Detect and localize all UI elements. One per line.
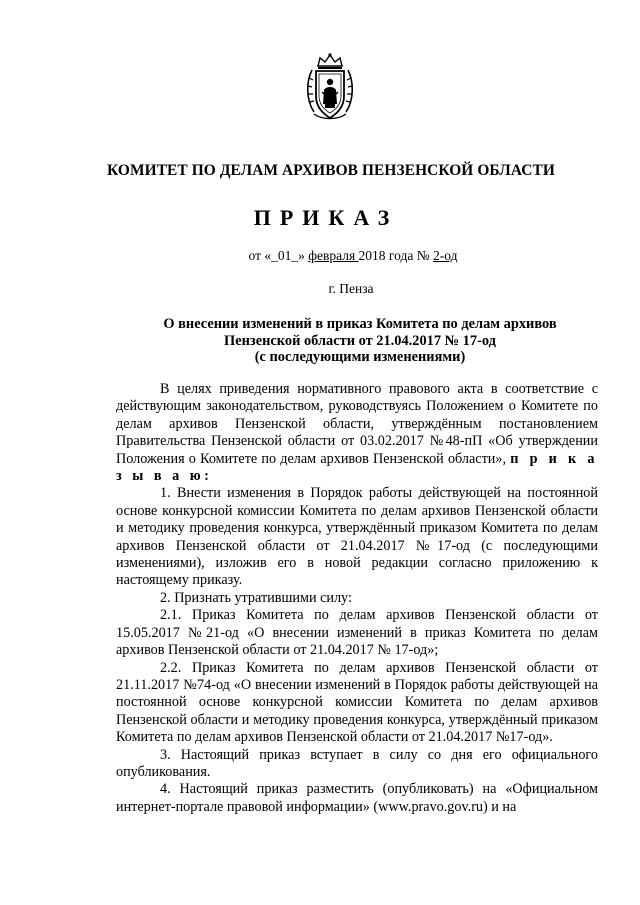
document-subject	[140, 316, 580, 366]
date-mid: »	[298, 248, 309, 263]
date-day: _01_	[271, 248, 299, 263]
subject-line-3: (с последующими изменениями)	[254, 349, 466, 365]
subject-line-2: Пензенской области от 21.04.2017 № 17-од	[224, 332, 496, 349]
document-date-line	[0, 248, 640, 264]
subject-line-1: О внесении изменений в приказ Комитета по делам архивов	[163, 316, 557, 332]
intro-paragraph	[116, 381, 598, 485]
document-number: 2-од	[432, 248, 458, 263]
organization-name: КОМИТЕТ ПО ДЕЛАМ АРХИВОВ ПЕНЗЕНСКОЙ ОБЛАСТИ	[107, 162, 555, 179]
coat-of-arms-icon	[304, 52, 356, 124]
item-4: 4. Настоящий приказ разместить (опубликовать) на «Официальном интернет-портале правовой информации» (www.pravo.gov.ru) и на	[116, 781, 598, 815]
document-body	[116, 381, 598, 816]
document-city: г. Пенза	[328, 281, 374, 296]
item-1: 1. Внести изменения в Порядок работы действующей на постоянной основе конкурсной комиссии Комитета по делам архивов Пензенской области и методику проведения конкурса, утверждённый приказом Комитета по делам архивов Пензенской области от 21.04.2017 №17-од (с последующими изменениями), изложив его в новой редакции согласно приложению к настоящему приказу.	[116, 485, 598, 589]
date-year: 2018 года №	[358, 248, 433, 263]
item-2: 2. Признать утратившими силу:	[160, 589, 352, 606]
date-prefix: от «	[248, 248, 272, 263]
item-2-1: 2.1. Приказ Комитета по делам архивов Пензенской области от 15.05.2017 №21-од «О внесении изменений в приказ Комитета по делам архивов Пензенской области от 21.04.2017 № 17-од»;	[116, 607, 598, 659]
order-word: п р и к а з ы в а ю:	[116, 450, 598, 485]
document-title: ПРИКАЗ	[253, 205, 399, 230]
date-month: февраля	[308, 248, 359, 263]
intro-text: В целях приведения нормативного правового акта в соответствие с действующим законодательством, руководствуясь Положением о Комитете по делам архивов Пензенской области, утверждённым постановлением Правительства Пензенской области от 03.02.2017 №48-пП «Об утверждении Положения о Комитете по делам архивов Пензенской области»,	[116, 381, 598, 467]
item-2-2: 2.2. Приказ Комитета по делам архивов Пензенской области от 21.11.2017 №74-од «О внесении изменений в Порядок работы действующей на постоянной основе конкурсной комиссии Комитета по делам архивов Пензенской области и методику проведения конкурса, утверждённый приказом Комитета по делам архивов Пензенской области от 21.04.2017 №17-од».	[116, 659, 598, 746]
item-3: 3. Настоящий приказ вступает в силу со дня его официального опубликования.	[116, 746, 598, 780]
coat-of-arms-emblem	[304, 52, 356, 124]
